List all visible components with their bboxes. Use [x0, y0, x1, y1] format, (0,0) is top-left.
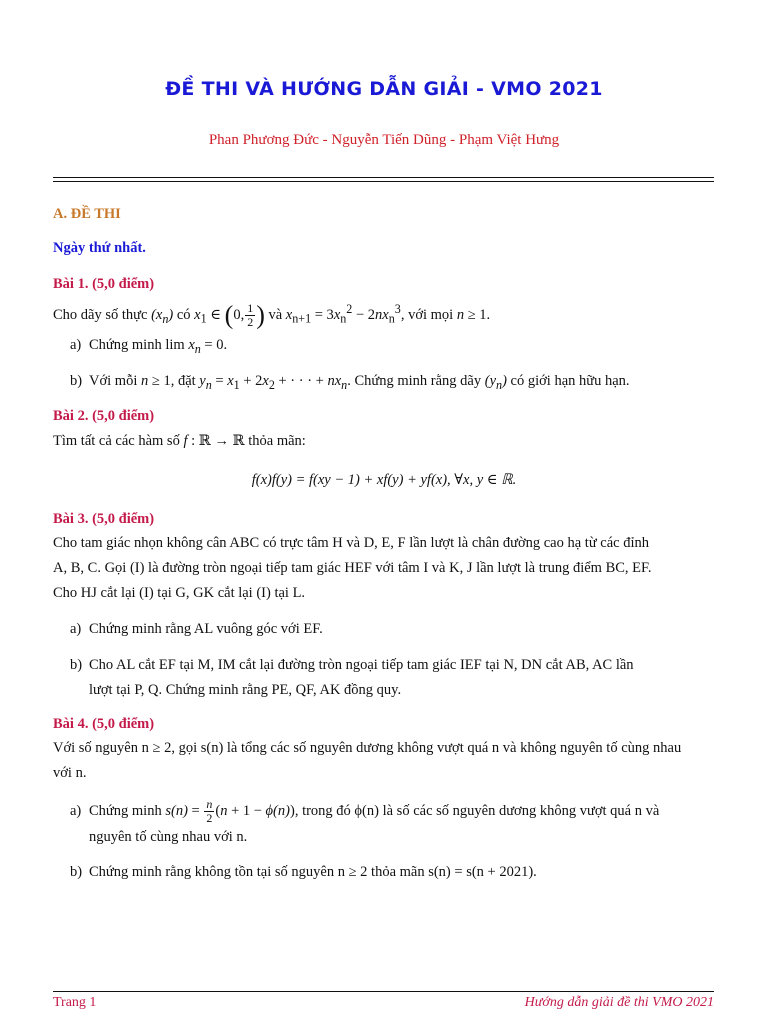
- problem-4-heading: Bài 4. (5,0 điểm): [53, 716, 155, 732]
- problem-3-statement: Cho tam giác nhọn không cân ABC có trực tâm H và D, E, F lần lượt là chân đường cao hạ từ các đỉnh A, B, C. Gọi (I) là đường tròn ngoại tiếp tam giác HEF với tâm I và K, J lần lượt là trung điểm BC, EF. Cho HJ cắt lại (I) tại G, GK cắt lại (I) tại L.: [53, 535, 652, 601]
- day-heading: Ngày thứ nhất.: [53, 240, 146, 256]
- problem-4-statement: Với số nguyên n ≥ 2, gọi s(n) là tổng các số nguyên dương không vượt quá n và không nguyên tố cùng nhau với n.: [53, 740, 682, 781]
- problem-2-equation: f(x)f(y) = f(xy − 1) + xf(y) + yf(x), ∀x, y ∈ ℝ.: [251, 472, 517, 488]
- footer-rule: [53, 991, 714, 992]
- authors-line: Phan Phương Đức - Nguyễn Tiến Dũng - Phạm Việt Hưng: [208, 132, 560, 148]
- problem-1-heading: Bài 1. (5,0 điểm): [53, 276, 155, 292]
- header-rule-top: [53, 177, 714, 178]
- document-title: ĐỀ THI VÀ HƯỚNG DẪN GIẢI - VMO 2021: [165, 78, 603, 100]
- problem-3-heading: Bài 3. (5,0 điểm): [53, 511, 155, 527]
- footer-title: Hướng dẫn giải đề thi VMO 2021: [524, 995, 714, 1010]
- header-rule-bottom: [53, 181, 714, 182]
- document-page: ĐỀ THI VÀ HƯỚNG DẪN GIẢI - VMO 2021 Phan Phương Đức - Nguyễn Tiến Dũng - Phạm Việt Hưng A. ĐỀ THI Ngày thứ nhất. Bài 1. (5,0 điểm) Cho dãy số thực $(x_n)$ có $x_1$ ∈ (0, $\frac{1}{2}$ ) và $x_{n+1} = 3x_n^2 - 2nx_n^3$, với mọi n ≥ 1. a) Chứng minh $\lim x_n = 0$. b) Với mỗi n ≥ 1, đặt $y_n = x_1 + 2x_2$ + · · · + $nx_n$. Chứng minh rằng dãy $(y_n)$ có giới hạn hữu hạn. Bài 2. (5,0 điểm) Tìm tất cả các hàm số f : ℝ → ℝ thỏa mãn: f(x)f(y) = f(xy − 1) + xf(y) + yf(x), ∀x, y ∈ ℝ. Bài 3. (5,0 điểm) Cho tam giác nhọn không cân ABC có trực tâm H và D, E, F lần lượt là chân đường cao hạ từ các đỉnh A, B, C. Gọi (I) là đường tròn ngoại tiếp tam giác HEF với tâm I và K, J lần lượt là trung điểm BC, EF. Cho HJ cắt lại (I) tại G, GK cắt lại (I) tại L. a) Chứng minh rằng AL vuông góc với EF. b) Cho AL cắt EF tại M, IM cắt lại đường tròn ngoại tiếp tam giác IEF tại N, DN cắt AB, AC lần lượt tại P, Q. Chứng minh rằng PE, QF, AK đồng quy. Bài 4. (5,0 điểm) Với số nguyên n ≥ 2, gọi s(n) là tổng các số nguyên dương không vượt quá n và không nguyên tố cùng nhau với n. a) Chứng minh s(n) = $\frac{n}{2}$ (n + 1 − ϕ(n)), trong đó ϕ(n) là số các số nguyên dương không vượt quá n và nguyên tố cùng nhau với n. b) Chứng minh rằng không tồn tại số nguyên n ≥ 2 thỏa mãn s(n) = s(n + 2021). Trang 1 Hướng dẫn giải đề thi VMO 2021: [0, 0, 768, 1024]
- section-heading: A. ĐỀ THI: [53, 206, 121, 222]
- problem-2-statement: Tìm tất cả các hàm số f : ℝ → ℝ thỏa mãn:: [53, 433, 306, 449]
- problem-1-statement: Cho dãy số thực $(x_n)$ có $x_1$ ∈ (0, $\frac{1}{2}$ ) và $x_{n+1} = 3x_n^2 - 2nx_n^3$, với mọi n ≥ 1.: [53, 300, 491, 330]
- problem-2-heading: Bài 2. (5,0 điểm): [53, 408, 155, 424]
- page-number: Trang 1: [53, 995, 97, 1010]
